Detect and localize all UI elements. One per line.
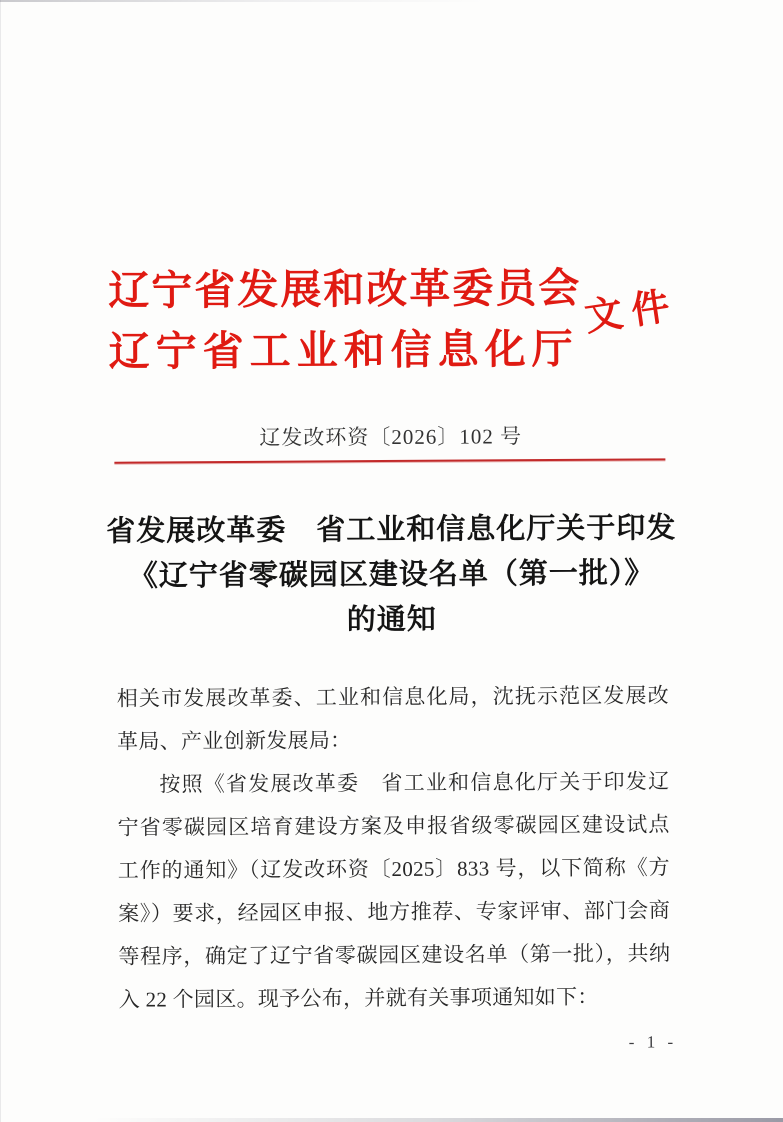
letterhead-agency-line1: 辽宁省发展和改革委员会 (108, 264, 582, 314)
page-number: - 1 - (628, 1032, 678, 1052)
document-reference-number: 辽发改环资〔2026〕102 号 (259, 424, 523, 450)
letterhead-agency-line2: 辽宁省工业和信息化厅 (108, 325, 579, 375)
letterhead-document-label: 文件 (582, 284, 682, 340)
title-line-1: 省发展改革委 省工业和信息化厅关于印发 (106, 512, 677, 548)
body-paragraph: 按照《省发展改革委 省工业和信息化厅关于印发辽宁省零碳园区培育建设方案及申报省级零碳园区建设试点工作的通知》（辽发改环资〔2025〕833 号，以下简称《方案》）要求，经园区申报、地方推荐、专家评审、部门会商等程序，确定了辽宁省零碳园区建设名单（第一批），共纳入 22 个园区。现予公布，并就有关事项通知如下： (117, 769, 671, 1012)
salutation-paragraph: 相关市发展改革委、工业和信息化局，沈抚示范区发展改革局、产业创新发展局： (116, 683, 669, 754)
title-line-2: 《辽宁省零碳园区建设名单（第一批）》 (128, 557, 655, 593)
document-title (40, 506, 744, 645)
document-body (117, 674, 671, 1021)
red-divider-line (114, 458, 665, 463)
title-line-3: 的通知 (346, 603, 437, 637)
